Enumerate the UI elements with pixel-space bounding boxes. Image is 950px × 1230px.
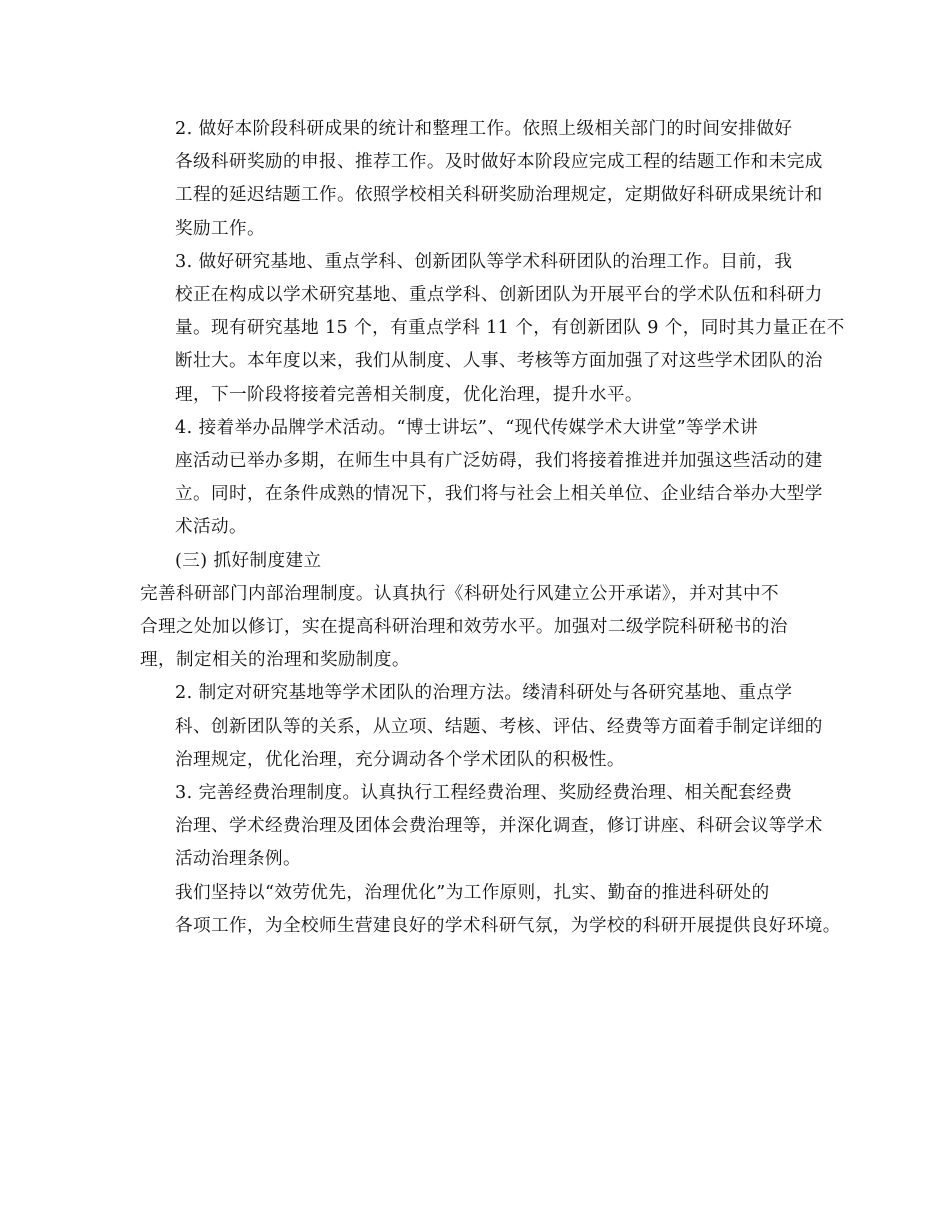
text-line: 治理、学术经费治理及团体会费治理等，并深化调查，修订讲座、科研会议等学术: [175, 816, 823, 837]
text-line: 3. 完善经费治理制度。认真执行工程经费治理、奖励经费治理、相关配套经费: [175, 783, 793, 804]
text-line: 4. 接着举办品牌学术活动。“博士讲坛”、“现代传媒学术大讲堂”等学术讲: [175, 417, 758, 438]
paragraph-conclusion: [140, 877, 841, 943]
text-line: 理，制定相关的治理和奖励制度。: [140, 650, 410, 671]
text-line: 我们坚持以“效劳优先，治理优化”为工作原则，扎实、勤奋的推进科研处的: [175, 882, 770, 903]
section-heading: [140, 545, 832, 578]
text-line: 断壮大。本年度以来，我们从制度、人事、考核等方面加强了对这些学术团队的治: [175, 351, 823, 372]
text-line: 2. 制定对研究基地等学术团队的治理方法。缕清科研处与各研究基地、重点学: [175, 683, 793, 704]
text-line: 活动治理条例。: [175, 849, 301, 870]
text-line: 完善科研部门内部治理制度。认真执行《科研处行风建立公开承诺》，并对其中不: [140, 583, 779, 604]
text-line: 治理规定，优化治理，充分调动各个学术团队的积极性。: [175, 749, 625, 770]
text-line: 3. 做好研究基地、重点学科、创新团队等学术科研团队的治理工作。目前，我: [175, 251, 793, 272]
section-heading-text: (三) 抓好制度建立: [175, 550, 322, 571]
text-line: 2. 做好本阶段科研成果的统计和整理工作。依照上级相关部门的时间安排做好: [175, 119, 793, 139]
text-line: 奖励工作。: [175, 218, 265, 239]
text-line: 科、创新团队等的关系，从立项、结题、考核、评估、经费等方面着手制定详细的: [175, 716, 823, 737]
text-line: 各项工作，为全校师生营建良好的学术科研气氛，为学校的科研开展提供良好环境。: [175, 915, 841, 936]
text-line: 各级科研奖励的申报、推荐工作。及时做好本阶段应完成工程的结题工作和未完成: [175, 152, 823, 173]
text-line: 座活动已举办多期，在师生中具有广泛妨碍，我们将接着推进并加强这些活动的建: [175, 451, 823, 472]
text-line: 理，下一阶段将接着完善相关制度，优化治理，提升水平。: [175, 384, 643, 405]
text-line: 校正在构成以学术研究基地、重点学科、创新团队为开展平台的学术队伍和科研力: [175, 285, 823, 306]
paragraph-funding-management: [140, 777, 832, 877]
paragraph-research-bases: [140, 246, 845, 412]
paragraph-academic-activities: [140, 412, 832, 545]
text-line: 工程的延迟结题工作。依照学校相关科研奖励治理规定，定期做好科研成果统计和: [175, 185, 823, 206]
text-line: 量。现有研究基地 15 个，有重点学科 11 个，有创新团队 9 个，同时其力量正在不: [175, 318, 845, 339]
document-body: [140, 113, 845, 943]
text-line: 术活动。: [175, 517, 247, 538]
text-line: 合理之处加以修订，实在提高科研治理和效劳水平。加强对二级学院科研秘书的治: [140, 617, 788, 638]
paragraph-research-results: [140, 113, 832, 246]
text-line: 立。同时，在条件成熟的情况下，我们将与社会上相关单位、企业结合举办大型学: [175, 484, 823, 505]
paragraph-internal-management: [140, 578, 832, 678]
paragraph-team-management: [140, 677, 832, 777]
